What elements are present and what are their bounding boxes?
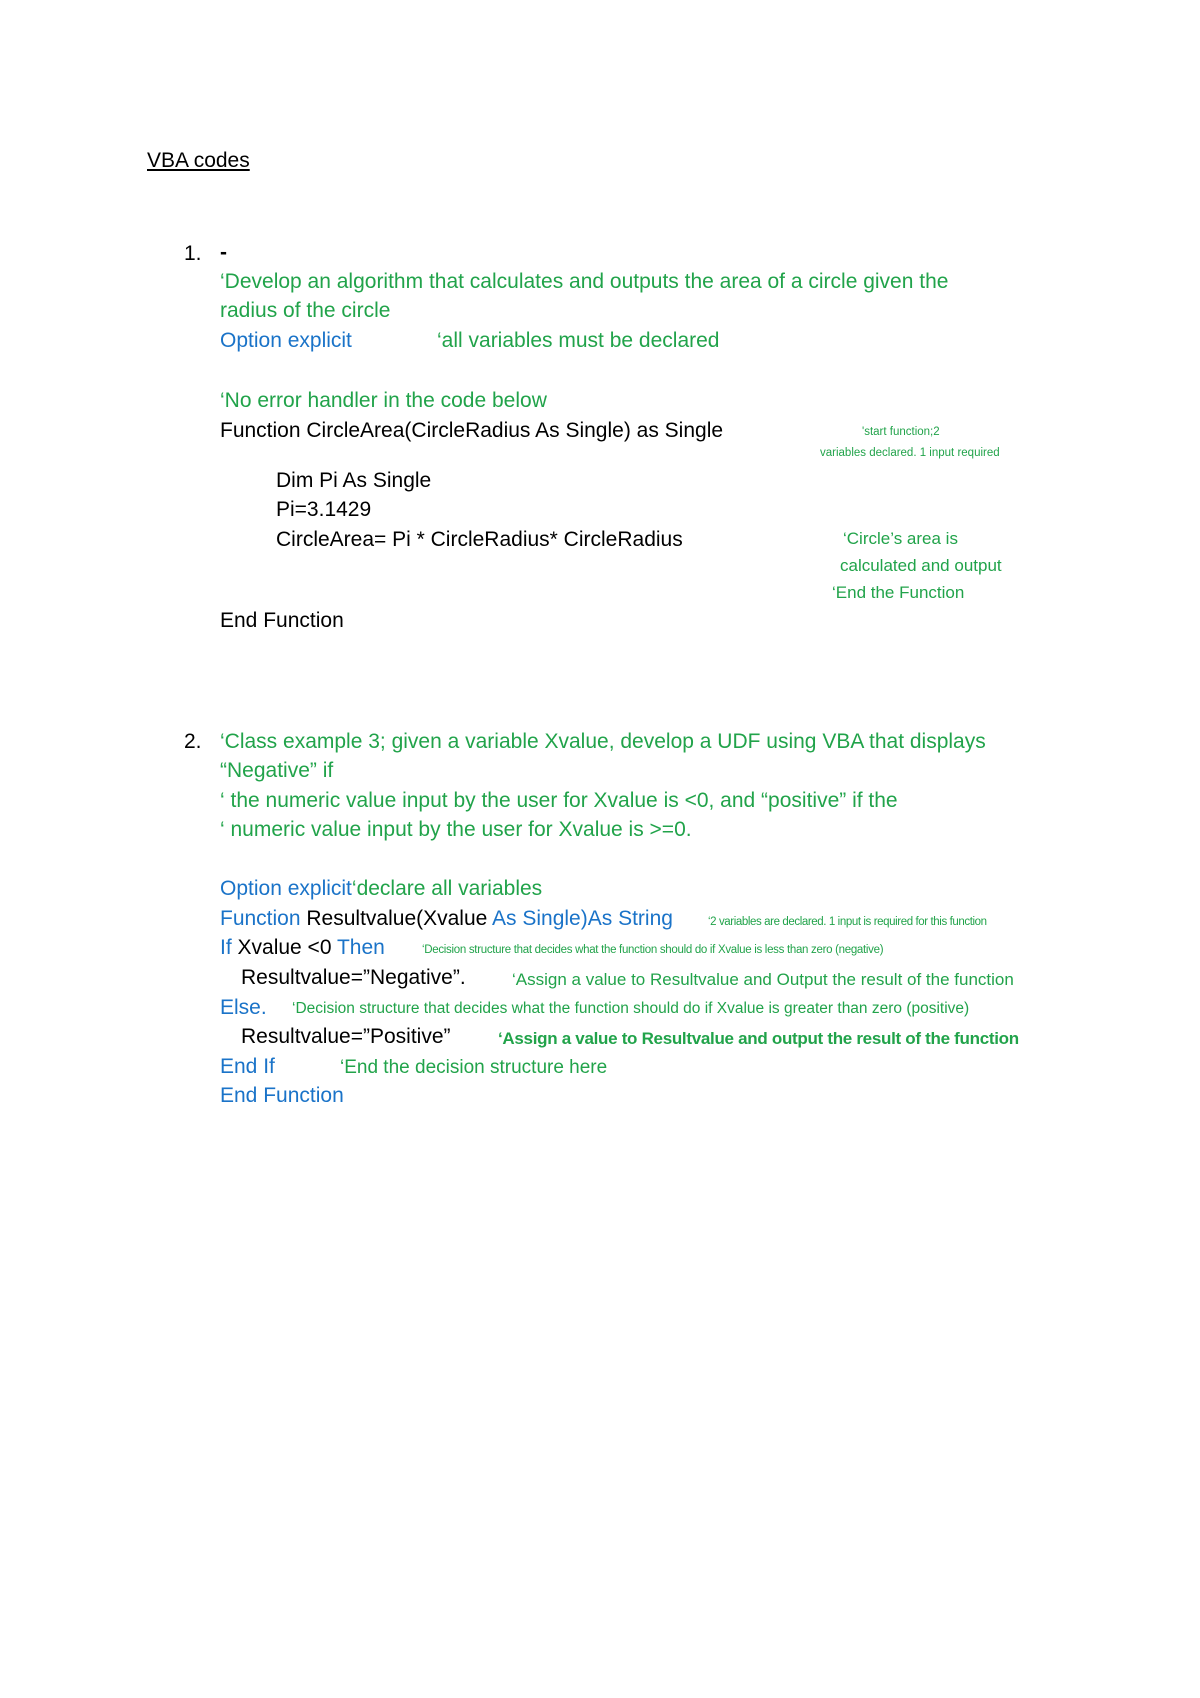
- section-1-end-comment: ‘End the Function: [832, 583, 965, 602]
- section-2-else-comment: ‘Decision structure that decides what the function should do if Xvalue is greater than zero (positive): [292, 1000, 970, 1017]
- section-2-function-comment: ‘2 variables are declared. 1 input is required for this function: [708, 916, 987, 928]
- section-2-end-if: End If: [220, 1055, 275, 1078]
- section-2-positive-comment: ‘Assign a value to Resultvalue and output the result of the function: [498, 1029, 1019, 1048]
- section-1-end-function: End Function: [220, 609, 344, 632]
- section-1-option-explicit: Option explicit: [220, 329, 352, 352]
- section-2-option-comment: ‘declare all variables: [351, 877, 543, 900]
- document-title: VBA codes: [147, 149, 250, 172]
- section-1-dim-line: Dim Pi As Single: [276, 469, 432, 492]
- section-2-description-line-2: “Negative” if: [220, 759, 334, 782]
- section-1-pi-line: Pi=3.1429: [276, 498, 372, 521]
- section-2-as-single: As Single)As String: [492, 907, 673, 930]
- section-2-if-keyword: If: [220, 936, 232, 959]
- section-1-function-comment-2: variables declared. 1 input required: [820, 447, 1000, 459]
- section-1-description-line-1: ‘Develop an algorithm that calculates and outputs the area of a circle given the: [220, 270, 949, 293]
- section-2-if-line: [220, 937, 385, 958]
- section-2-option-explicit: Option explicit: [220, 877, 352, 900]
- section-2-negative-comment: ‘Assign a value to Resultvalue and Output the result of the function: [512, 970, 1014, 989]
- section-2-description-line-3: ‘ the numeric value input by the user for Xvalue is <0, and “positive” if the: [220, 789, 898, 812]
- section-2-description-line-4: ‘ numeric value input by the user for Xvalue is >=0.: [220, 818, 692, 841]
- section-2-function-line: [220, 908, 673, 929]
- section-2-then-keyword: Then: [336, 936, 385, 959]
- section-2-if-comment: ‘Decision structure that decides what the function should do if Xvalue is less than zero (negative): [422, 944, 884, 956]
- section-2-if-condition: Xvalue <0: [237, 936, 332, 959]
- section-2-number: 2.: [184, 730, 202, 753]
- section-1-function-line: Function CircleArea(CircleRadius As Single) as Single: [220, 419, 724, 442]
- section-2-else-keyword: Else.: [220, 996, 267, 1019]
- section-1-no-error-comment: ‘No error handler in the code below: [220, 389, 547, 412]
- section-1-number: 1.: [184, 242, 202, 265]
- section-1-option-comment: ‘all variables must be declared: [437, 329, 720, 352]
- section-2-option-line: [220, 878, 542, 899]
- section-1-function-comment-1: 'start function;2: [862, 426, 940, 438]
- section-1-marker: -: [220, 241, 227, 264]
- section-1-area-comment-1: ‘Circle’s area is: [843, 529, 958, 548]
- section-2-end-function: End Function: [220, 1084, 344, 1107]
- section-2-negative-assign: Resultvalue=”Negative”.: [241, 966, 466, 989]
- section-1-area-line: CircleArea= Pi * CircleRadius* CircleRadius: [276, 528, 683, 551]
- section-1-area-comment-2: calculated and output: [840, 556, 1002, 575]
- section-1-description-line-2: radius of the circle: [220, 299, 391, 322]
- section-2-description-line-1: ‘Class example 3; given a variable Xvalue, develop a UDF using VBA that displays: [220, 730, 986, 753]
- section-2-end-if-comment: ‘End the decision structure here: [340, 1057, 608, 1078]
- section-2-function-keyword: Function: [220, 907, 301, 930]
- section-2-positive-assign: Resultvalue=”Positive”: [241, 1025, 451, 1048]
- section-2-function-name: Resultvalue(Xvalue: [306, 907, 488, 930]
